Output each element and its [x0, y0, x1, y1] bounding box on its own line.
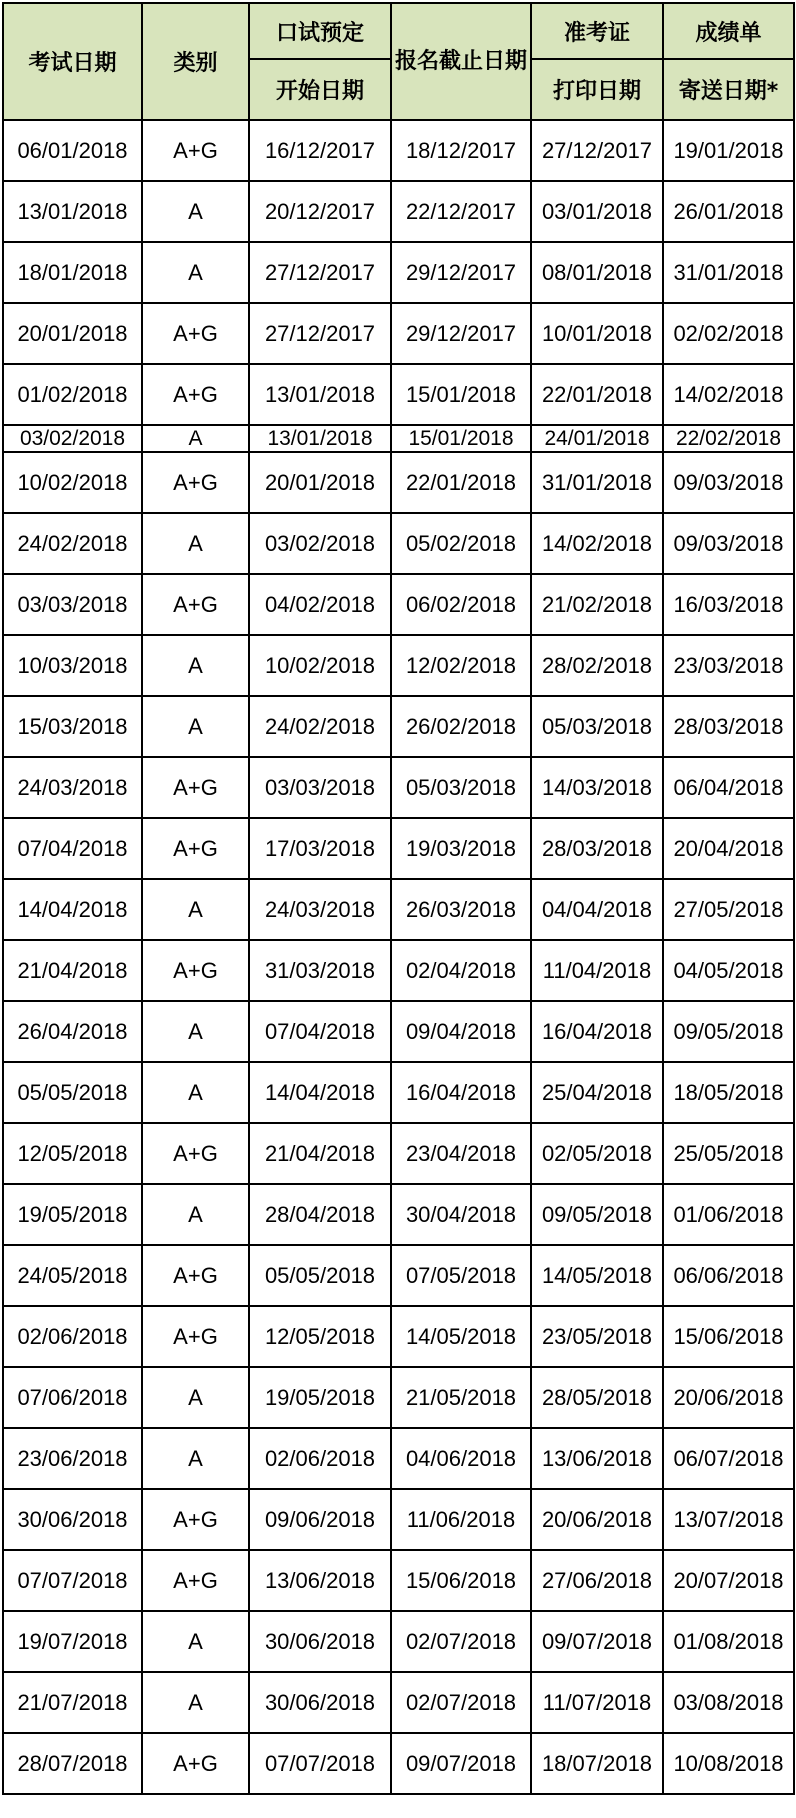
- oral-booking-cell: 20/01/2018: [249, 452, 391, 513]
- exam-date-cell: 13/01/2018: [3, 181, 142, 242]
- table-row: [3, 1672, 794, 1733]
- category-cell: A: [142, 1367, 249, 1428]
- admission-print-cell: 22/01/2018: [531, 364, 663, 425]
- oral-booking-cell: 14/04/2018: [249, 1062, 391, 1123]
- category-cell: A: [142, 1062, 249, 1123]
- oral-booking-cell: 27/12/2017: [249, 303, 391, 364]
- table-row: [3, 303, 794, 364]
- report-mail-cell: 19/01/2018: [663, 120, 794, 181]
- registration-deadline-cell: 02/04/2018: [391, 940, 531, 1001]
- oral-booking-cell: 19/05/2018: [249, 1367, 391, 1428]
- category-cell: A: [142, 879, 249, 940]
- table-row: [3, 181, 794, 242]
- category-cell: A: [142, 635, 249, 696]
- exam-date-cell: 07/04/2018: [3, 818, 142, 879]
- exam-date-cell: 12/05/2018: [3, 1123, 142, 1184]
- registration-deadline-cell: 29/12/2017: [391, 303, 531, 364]
- exam-date-cell: 07/06/2018: [3, 1367, 142, 1428]
- oral-booking-cell: 04/02/2018: [249, 574, 391, 635]
- oral-booking-cell: 02/06/2018: [249, 1428, 391, 1489]
- registration-deadline-cell: 22/01/2018: [391, 452, 531, 513]
- oral-booking-cell: 20/12/2017: [249, 181, 391, 242]
- exam-date-cell: 21/04/2018: [3, 940, 142, 1001]
- oral-booking-cell: 03/03/2018: [249, 757, 391, 818]
- table-row: [3, 1062, 794, 1123]
- admission-print-cell: 14/03/2018: [531, 757, 663, 818]
- category-cell: A: [142, 1672, 249, 1733]
- report-mail-cell: 06/07/2018: [663, 1428, 794, 1489]
- registration-deadline-cell: 18/12/2017: [391, 120, 531, 181]
- report-mail-cell: 22/02/2018: [663, 425, 794, 452]
- admission-print-cell: 21/02/2018: [531, 574, 663, 635]
- report-mail-cell: 01/08/2018: [663, 1611, 794, 1672]
- table-row: [3, 1550, 794, 1611]
- report-mail-cell: 04/05/2018: [663, 940, 794, 1001]
- registration-deadline-cell: 06/02/2018: [391, 574, 531, 635]
- oral-booking-cell: 13/01/2018: [249, 364, 391, 425]
- report-mail-cell: 15/06/2018: [663, 1306, 794, 1367]
- report-mail-cell: 06/04/2018: [663, 757, 794, 818]
- admission-print-cell: 09/05/2018: [531, 1184, 663, 1245]
- oral-booking-cell: 13/06/2018: [249, 1550, 391, 1611]
- registration-deadline-cell: 26/03/2018: [391, 879, 531, 940]
- exam-date-cell: 03/03/2018: [3, 574, 142, 635]
- header-report-top: 成绩单: [663, 3, 794, 59]
- registration-deadline-cell: 29/12/2017: [391, 242, 531, 303]
- report-mail-cell: 09/03/2018: [663, 513, 794, 574]
- table-row: [3, 1001, 794, 1062]
- report-mail-cell: 14/02/2018: [663, 364, 794, 425]
- table-row: [3, 574, 794, 635]
- table-row: [3, 1733, 794, 1794]
- registration-deadline-cell: 09/07/2018: [391, 1733, 531, 1794]
- oral-booking-cell: 13/01/2018: [249, 425, 391, 452]
- admission-print-cell: 02/05/2018: [531, 1123, 663, 1184]
- table-header: [3, 3, 794, 120]
- registration-deadline-cell: 09/04/2018: [391, 1001, 531, 1062]
- category-cell: A+G: [142, 818, 249, 879]
- report-mail-cell: 09/05/2018: [663, 1001, 794, 1062]
- admission-print-cell: 14/02/2018: [531, 513, 663, 574]
- exam-date-cell: 23/06/2018: [3, 1428, 142, 1489]
- table-row: [3, 452, 794, 513]
- oral-booking-cell: 09/06/2018: [249, 1489, 391, 1550]
- exam-date-cell: 26/04/2018: [3, 1001, 142, 1062]
- registration-deadline-cell: 05/03/2018: [391, 757, 531, 818]
- header-admission-top: 准考证: [531, 3, 663, 59]
- oral-booking-cell: 30/06/2018: [249, 1611, 391, 1672]
- category-cell: A: [142, 1001, 249, 1062]
- registration-deadline-cell: 14/05/2018: [391, 1306, 531, 1367]
- table-row: [3, 1306, 794, 1367]
- table-row: [3, 1245, 794, 1306]
- admission-print-cell: 28/02/2018: [531, 635, 663, 696]
- registration-deadline-cell: 21/05/2018: [391, 1367, 531, 1428]
- table-row: [3, 757, 794, 818]
- report-mail-cell: 09/03/2018: [663, 452, 794, 513]
- exam-date-cell: 18/01/2018: [3, 242, 142, 303]
- exam-schedule-table: [2, 2, 795, 1795]
- exam-date-cell: 06/01/2018: [3, 120, 142, 181]
- report-mail-cell: 18/05/2018: [663, 1062, 794, 1123]
- registration-deadline-cell: 15/01/2018: [391, 425, 531, 452]
- registration-deadline-cell: 02/07/2018: [391, 1611, 531, 1672]
- table-row: [3, 513, 794, 574]
- oral-booking-cell: 03/02/2018: [249, 513, 391, 574]
- category-cell: A+G: [142, 1306, 249, 1367]
- table-row: [3, 879, 794, 940]
- category-cell: A+G: [142, 120, 249, 181]
- registration-deadline-cell: 16/04/2018: [391, 1062, 531, 1123]
- report-mail-cell: 13/07/2018: [663, 1489, 794, 1550]
- exam-date-cell: 20/01/2018: [3, 303, 142, 364]
- category-cell: A+G: [142, 364, 249, 425]
- oral-booking-cell: 17/03/2018: [249, 818, 391, 879]
- registration-deadline-cell: 22/12/2017: [391, 181, 531, 242]
- report-mail-cell: 28/03/2018: [663, 696, 794, 757]
- exam-date-cell: 14/04/2018: [3, 879, 142, 940]
- category-cell: A: [142, 1428, 249, 1489]
- oral-booking-cell: 24/02/2018: [249, 696, 391, 757]
- report-mail-cell: 20/06/2018: [663, 1367, 794, 1428]
- table-row: [3, 364, 794, 425]
- admission-print-cell: 20/06/2018: [531, 1489, 663, 1550]
- exam-date-cell: 10/03/2018: [3, 635, 142, 696]
- table-row: [3, 1123, 794, 1184]
- report-mail-cell: 03/08/2018: [663, 1672, 794, 1733]
- admission-print-cell: 09/07/2018: [531, 1611, 663, 1672]
- oral-booking-cell: 05/05/2018: [249, 1245, 391, 1306]
- category-cell: A+G: [142, 757, 249, 818]
- table-row: [3, 696, 794, 757]
- oral-booking-cell: 12/05/2018: [249, 1306, 391, 1367]
- admission-print-cell: 13/06/2018: [531, 1428, 663, 1489]
- exam-date-cell: 03/02/2018: [3, 425, 142, 452]
- registration-deadline-cell: 07/05/2018: [391, 1245, 531, 1306]
- table-row: [3, 1489, 794, 1550]
- registration-deadline-cell: 30/04/2018: [391, 1184, 531, 1245]
- admission-print-cell: 28/03/2018: [531, 818, 663, 879]
- category-cell: A: [142, 181, 249, 242]
- table-row: [3, 1184, 794, 1245]
- oral-booking-cell: 07/04/2018: [249, 1001, 391, 1062]
- oral-booking-cell: 31/03/2018: [249, 940, 391, 1001]
- header-oral-booking-bottom: 开始日期: [249, 59, 391, 120]
- admission-print-cell: 08/01/2018: [531, 242, 663, 303]
- report-mail-cell: 25/05/2018: [663, 1123, 794, 1184]
- admission-print-cell: 28/05/2018: [531, 1367, 663, 1428]
- exam-date-cell: 24/03/2018: [3, 757, 142, 818]
- admission-print-cell: 31/01/2018: [531, 452, 663, 513]
- exam-date-cell: 24/05/2018: [3, 1245, 142, 1306]
- table-row: [3, 425, 794, 452]
- exam-date-cell: 01/02/2018: [3, 364, 142, 425]
- exam-date-cell: 02/06/2018: [3, 1306, 142, 1367]
- header-category: 类别: [142, 3, 249, 120]
- report-mail-cell: 10/08/2018: [663, 1733, 794, 1794]
- category-cell: A: [142, 696, 249, 757]
- category-cell: A: [142, 242, 249, 303]
- report-mail-cell: 01/06/2018: [663, 1184, 794, 1245]
- oral-booking-cell: 24/03/2018: [249, 879, 391, 940]
- header-exam-date: 考试日期: [3, 3, 142, 120]
- category-cell: A+G: [142, 1489, 249, 1550]
- oral-booking-cell: 07/07/2018: [249, 1733, 391, 1794]
- category-cell: A+G: [142, 940, 249, 1001]
- admission-print-cell: 27/12/2017: [531, 120, 663, 181]
- admission-print-cell: 05/03/2018: [531, 696, 663, 757]
- exam-date-cell: 15/03/2018: [3, 696, 142, 757]
- exam-date-cell: 21/07/2018: [3, 1672, 142, 1733]
- oral-booking-cell: 30/06/2018: [249, 1672, 391, 1733]
- admission-print-cell: 10/01/2018: [531, 303, 663, 364]
- exam-date-cell: 19/05/2018: [3, 1184, 142, 1245]
- exam-date-cell: 30/06/2018: [3, 1489, 142, 1550]
- category-cell: A+G: [142, 1245, 249, 1306]
- table-row: [3, 635, 794, 696]
- registration-deadline-cell: 05/02/2018: [391, 513, 531, 574]
- registration-deadline-cell: 11/06/2018: [391, 1489, 531, 1550]
- category-cell: A: [142, 1184, 249, 1245]
- oral-booking-cell: 27/12/2017: [249, 242, 391, 303]
- oral-booking-cell: 10/02/2018: [249, 635, 391, 696]
- admission-print-cell: 14/05/2018: [531, 1245, 663, 1306]
- exam-date-cell: 19/07/2018: [3, 1611, 142, 1672]
- category-cell: A+G: [142, 574, 249, 635]
- oral-booking-cell: 21/04/2018: [249, 1123, 391, 1184]
- report-mail-cell: 31/01/2018: [663, 242, 794, 303]
- admission-print-cell: 03/01/2018: [531, 181, 663, 242]
- category-cell: A: [142, 425, 249, 452]
- exam-date-cell: 24/02/2018: [3, 513, 142, 574]
- admission-print-cell: 27/06/2018: [531, 1550, 663, 1611]
- admission-print-cell: 16/04/2018: [531, 1001, 663, 1062]
- registration-deadline-cell: 26/02/2018: [391, 696, 531, 757]
- admission-print-cell: 23/05/2018: [531, 1306, 663, 1367]
- registration-deadline-cell: 12/02/2018: [391, 635, 531, 696]
- report-mail-cell: 20/04/2018: [663, 818, 794, 879]
- oral-booking-cell: 16/12/2017: [249, 120, 391, 181]
- admission-print-cell: 04/04/2018: [531, 879, 663, 940]
- registration-deadline-cell: 04/06/2018: [391, 1428, 531, 1489]
- registration-deadline-cell: 15/01/2018: [391, 364, 531, 425]
- header-admission-bottom: 打印日期: [531, 59, 663, 120]
- table-row: [3, 1611, 794, 1672]
- exam-date-cell: 10/02/2018: [3, 452, 142, 513]
- admission-print-cell: 11/07/2018: [531, 1672, 663, 1733]
- registration-deadline-cell: 23/04/2018: [391, 1123, 531, 1184]
- exam-date-cell: 28/07/2018: [3, 1733, 142, 1794]
- admission-print-cell: 24/01/2018: [531, 425, 663, 452]
- header-report-bottom: 寄送日期*: [663, 59, 794, 120]
- category-cell: A+G: [142, 452, 249, 513]
- admission-print-cell: 11/04/2018: [531, 940, 663, 1001]
- registration-deadline-cell: 19/03/2018: [391, 818, 531, 879]
- category-cell: A+G: [142, 1550, 249, 1611]
- category-cell: A+G: [142, 1123, 249, 1184]
- header-oral-booking-top: 口试预定: [249, 3, 391, 59]
- table-row: [3, 818, 794, 879]
- category-cell: A: [142, 1611, 249, 1672]
- table-row: [3, 242, 794, 303]
- table-row: [3, 120, 794, 181]
- table-row: [3, 1428, 794, 1489]
- report-mail-cell: 16/03/2018: [663, 574, 794, 635]
- header-registration-deadline: 报名截止日期: [391, 3, 531, 120]
- oral-booking-cell: 28/04/2018: [249, 1184, 391, 1245]
- table-body: [3, 120, 794, 1794]
- category-cell: A+G: [142, 1733, 249, 1794]
- table-row: [3, 940, 794, 1001]
- table-row: [3, 1367, 794, 1428]
- registration-deadline-cell: 15/06/2018: [391, 1550, 531, 1611]
- admission-print-cell: 25/04/2018: [531, 1062, 663, 1123]
- report-mail-cell: 06/06/2018: [663, 1245, 794, 1306]
- exam-date-cell: 07/07/2018: [3, 1550, 142, 1611]
- category-cell: A+G: [142, 303, 249, 364]
- admission-print-cell: 18/07/2018: [531, 1733, 663, 1794]
- category-cell: A: [142, 513, 249, 574]
- report-mail-cell: 27/05/2018: [663, 879, 794, 940]
- report-mail-cell: 23/03/2018: [663, 635, 794, 696]
- exam-date-cell: 05/05/2018: [3, 1062, 142, 1123]
- report-mail-cell: 26/01/2018: [663, 181, 794, 242]
- report-mail-cell: 02/02/2018: [663, 303, 794, 364]
- registration-deadline-cell: 02/07/2018: [391, 1672, 531, 1733]
- report-mail-cell: 20/07/2018: [663, 1550, 794, 1611]
